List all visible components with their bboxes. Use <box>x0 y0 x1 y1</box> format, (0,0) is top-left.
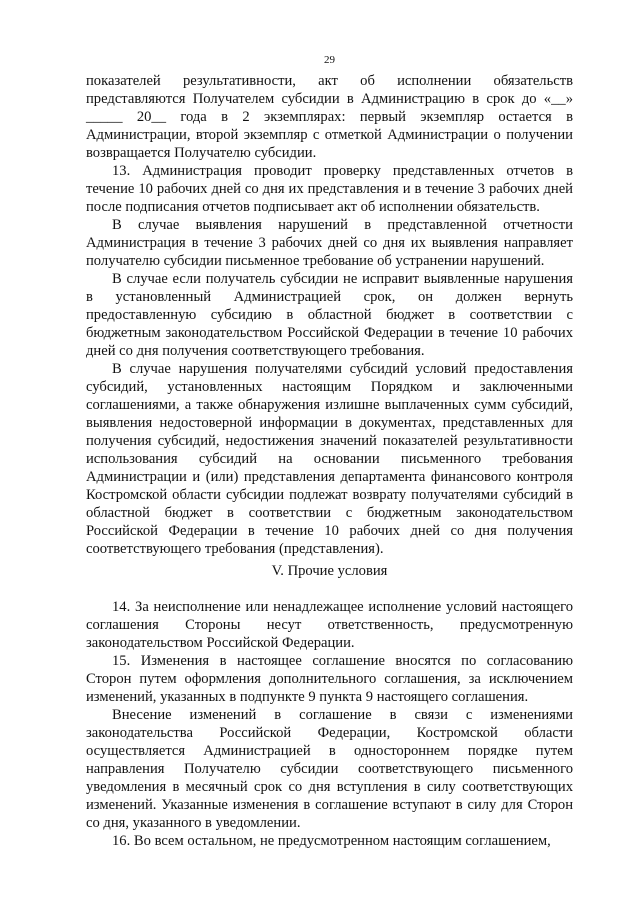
document-page <box>86 54 573 850</box>
section-heading: V. Прочие условия <box>271 563 388 579</box>
paragraphs-top <box>86 72 573 558</box>
page-number: 29 <box>324 54 335 66</box>
paragraph-clause-15: 15. Изменения в настоящее соглашение вносятся по согласованию Сторон путем оформления дополнительного соглашения, за исключением изменений, указанных в подпункте 9 пункта 9 настоящего соглашения. <box>86 653 573 705</box>
section-spacer <box>86 580 573 598</box>
paragraph-clause-13: 13. Администрация проводит проверку представленных отчетов в течение 10 рабочих дней со дня их представления и в течение 3 рабочих дней после подписания отчетов подписывает акт об исполнении обязательств. <box>86 163 573 215</box>
paragraph-clause-14: 14. За неисполнение или ненадлежащее исполнение условий настоящего соглашения Стороны несут ответственность, предусмотренную законодательством Российской Федерации. <box>86 599 573 651</box>
paragraph-reports-deadline: показателей результативности, акт об исполнении обязательств представляются Получателем субсидии в Администрацию в срок до «__» _____ 20__ года в 2 экземплярах: первый экземпляр остается в Администрации, второй экземпляр с отметкой Администрации о получении возвращается Получателю субсидии. <box>86 73 573 161</box>
paragraph-clause-16: 16. Во всем остальном, не предусмотренном настоящим соглашением, <box>112 833 551 849</box>
paragraph-violations-found: В случае выявления нарушений в представленной отчетности Администрация в течение 3 рабочих дней со дня их выявления направляет получателю субсидии письменное требование об устранении нарушений. <box>86 217 573 269</box>
paragraph-violations-not-fixed: В случае если получатель субсидии не исправит выявленные нарушения в установленный Администрацией срок, он должен вернуть предоставленную субсидию в областной бюджет в соответствии с бюджетным законодательством Российской Федерации в течение 10 рабочих дней со дня получения соответствующего требования. <box>86 271 573 359</box>
paragraph-unilateral-changes: Внесение изменений в соглашение в связи с изменениями законодательства Российской Федерации, Костромской области осуществляется Администрацией в одностороннем порядке путем направления Получателю субсидии соответствующего письменного уведомления в месячный срок со дня вступления в силу соответствующих изменений. Указанные изменения в соглашение вступают в силу для Сторон со дня, указанного в уведомлении. <box>86 707 573 831</box>
paragraphs-bottom <box>86 598 573 850</box>
paragraph-refund-conditions: В случае нарушения получателями субсидий условий предоставления субсидий, установленных настоящим Порядком и заключенными соглашениями, а также обнаружения излишне выплаченных сумм субсидий, выявления недостоверной информации в документах, представленных для получения субсидий, недостижения значений показателей результативности использования субсидий на основании письменного требования Администрации и (или) представления департамента финансового контроля Костромской области субсидии подлежат возврату получателями субсидий в областной бюджет в соответствии с бюджетным законодательством Российской Федерации в течение 10 рабочих дней со дня получения соответствующего требования (представления). <box>86 361 573 557</box>
